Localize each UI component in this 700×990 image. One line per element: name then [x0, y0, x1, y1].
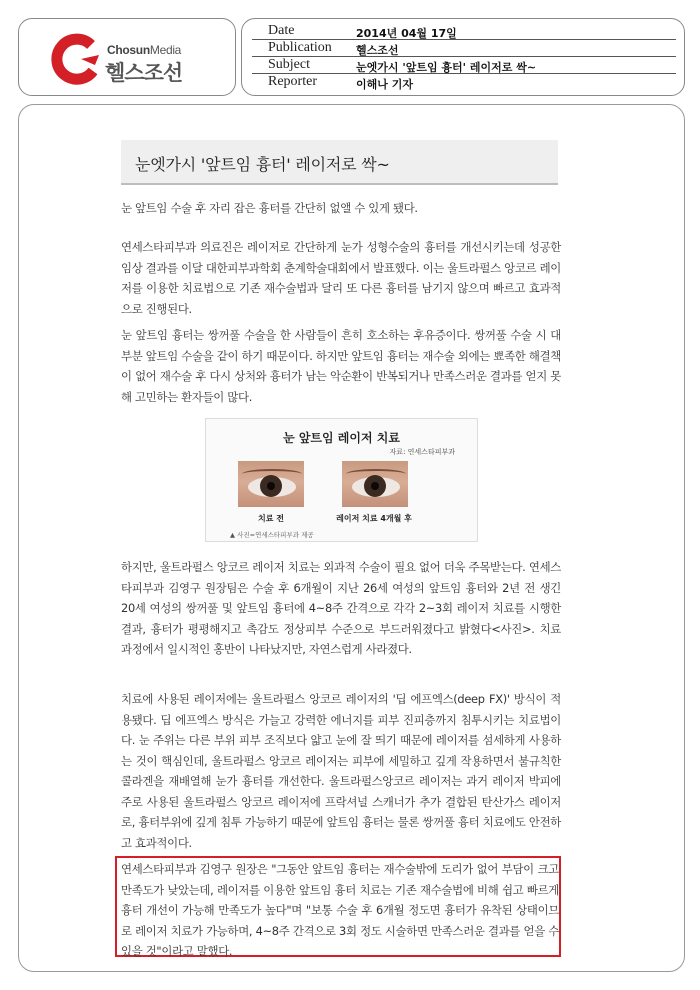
article-paragraph: 하지만, 울트라펄스 앙코르 레이저 치료는 외과적 수술이 필요 없어 더욱 주목받는다. 연세스타피부과 김영구 원장팀은 수술 후 6개월이 지난 26세 여성의 앞트임 흉터와 2년 전 생긴 20세 여성의 쌍꺼풀 및 앞트임 흉터에 4~8주 간격으로 각각 2~3회 레이저 치료를 시행한 결과, 흉터가 평평해지고 촉감도 정상피부 수준으로 부드러워졌다고 밝혔다<사진>. 치료 과정에서 일시적인 홍반이 나타났지만, 자연스럽게 사라졌다. — [121, 560, 561, 656]
article-paragraph: 눈 앞트임 흉터는 쌍꺼풀 수술을 한 사람들이 흔히 호소하는 후유증이다. 쌍꺼풀 수술 시 대부분 앞트임 수술을 같이 하기 때문이다. 하지만 앞트임 흉터는 재수술 외에는 뾰족한 해결책이 없어 재수술 후 다시 상처와 흉터가 남는 악순환이 반복되거나 만족스러운 결과를 얻지 못해 고민하는 환자들이 많다. — [121, 328, 561, 404]
meta-row-date — [252, 23, 676, 40]
meta-date-label: Date — [268, 23, 295, 38]
logo-brand-main: 헬스조선 — [105, 61, 183, 85]
article-paragraph: 눈 앞트임 수술 후 자리 잡은 흉터를 간단히 없앨 수 있게 됐다. — [121, 201, 418, 215]
treatment-photo-figure — [205, 418, 478, 542]
meta-row-publication — [252, 40, 676, 57]
before-caption: 치료 전 — [258, 514, 284, 523]
logo-brand-top-bold: Chosun — [107, 43, 150, 57]
meta-subject-value: 눈엣가시 '앞트임 흉터' 레이저로 싹~ — [356, 61, 537, 74]
logo-brand-top-rest: Media — [149, 43, 182, 57]
meta-row-reporter — [252, 74, 676, 91]
article-paragraph: 치료에 사용된 레이저에는 울트라펄스 앙코르 레이저의 '딥 에프엑스(deep FX)' 방식이 적용됐다. 딥 에프엑스 방식은 가늘고 강력한 에너지를 피부 진피층까지 침투시키는 치료법이다. 눈 주위는 다른 부위 피부 조직보다 얇고 눈에 잘 띄기 때문에 레이저를 섬세하게 사용하는 것이 핵심인데, 울트라펄스 앙코르 레이저는 피부에 세밀하고 깊게 작용하면서 불규칙한 콜라겐을 재배열해 눈가 흉터를 개선한다. 울트라펄스앙코르 레이저는 과거 레이저 박피에 주로 사용된 울트라펄스 앙코르 레이저에 프락셔널 스캐너가 추가 결합된 탄산가스 레이저로, 흉터부위에 깊게 침투 가능하기 때문에 앞트임 흉터는 물론 쌍꺼풀 흉터 치료에도 안전하고 효과적이다. — [121, 692, 561, 850]
meta-row-subject — [252, 57, 676, 74]
logo-brand-top — [107, 43, 181, 57]
after-caption: 레이저 치료 4개월 후 — [336, 514, 412, 523]
highlighted-quote-paragraph: 연세스타피부과 김영구 원장은 "그동안 앞트임 흉터는 재수술밖에 도리가 없어 부담이 크고 만족도가 낮았는데, 레이저를 이용한 앞트임 흉터 치료는 기존 재수술법에 비해 쉽고 빠르게 흉터 개선이 가능해 만족도가 높다"며 "보통 수술 후 6개월 정도면 흉터가 유착된 상태이므로 레이저 치료가 가능하며, 4~8주 간격으로 3회 정도 시술하면 만족스러운 결과를 얻을 수 있을 것"이라고 말했다. — [121, 862, 559, 958]
meta-date-value: 2014년 04월 17일 — [356, 27, 457, 40]
meta-publication-label: Publication — [268, 40, 332, 55]
meta-reporter-value: 이해나 기자 — [356, 78, 413, 91]
article-paragraph: 연세스타피부과 의료진은 레이저로 간단하게 눈가 성형수술의 흉터를 개선시키는데 성공한 임상 결과를 이달 대한피부과학회 춘계학술대회에서 발표했다. 이는 울트라펄스 앙코르 레이저를 이용한 치료법으로 기존 재수술법과 달리 또 다른 흉터를 남기지 않으며 빠르고 효과적으로 진행된다. — [121, 240, 561, 316]
publisher-logo — [18, 18, 236, 96]
chosun-media-logo-icon — [51, 33, 103, 85]
figure-title: 눈 앞트임 레이저 치료 — [283, 431, 400, 445]
figure-credit: ▲ 사진=연세스타피부과 제공 — [230, 531, 314, 539]
meta-subject-label: Subject — [268, 57, 310, 72]
figure-source: 자료: 연세스타피부과 — [389, 448, 455, 456]
meta-publication-value: 헬스조선 — [356, 44, 399, 57]
article-headline: 눈엣가시 '앞트임 흉터' 레이저로 싹~ — [121, 140, 558, 185]
article-metadata — [241, 18, 685, 96]
after-treatment-photo — [342, 461, 408, 507]
before-treatment-photo — [238, 461, 304, 507]
meta-reporter-label: Reporter — [268, 74, 317, 89]
